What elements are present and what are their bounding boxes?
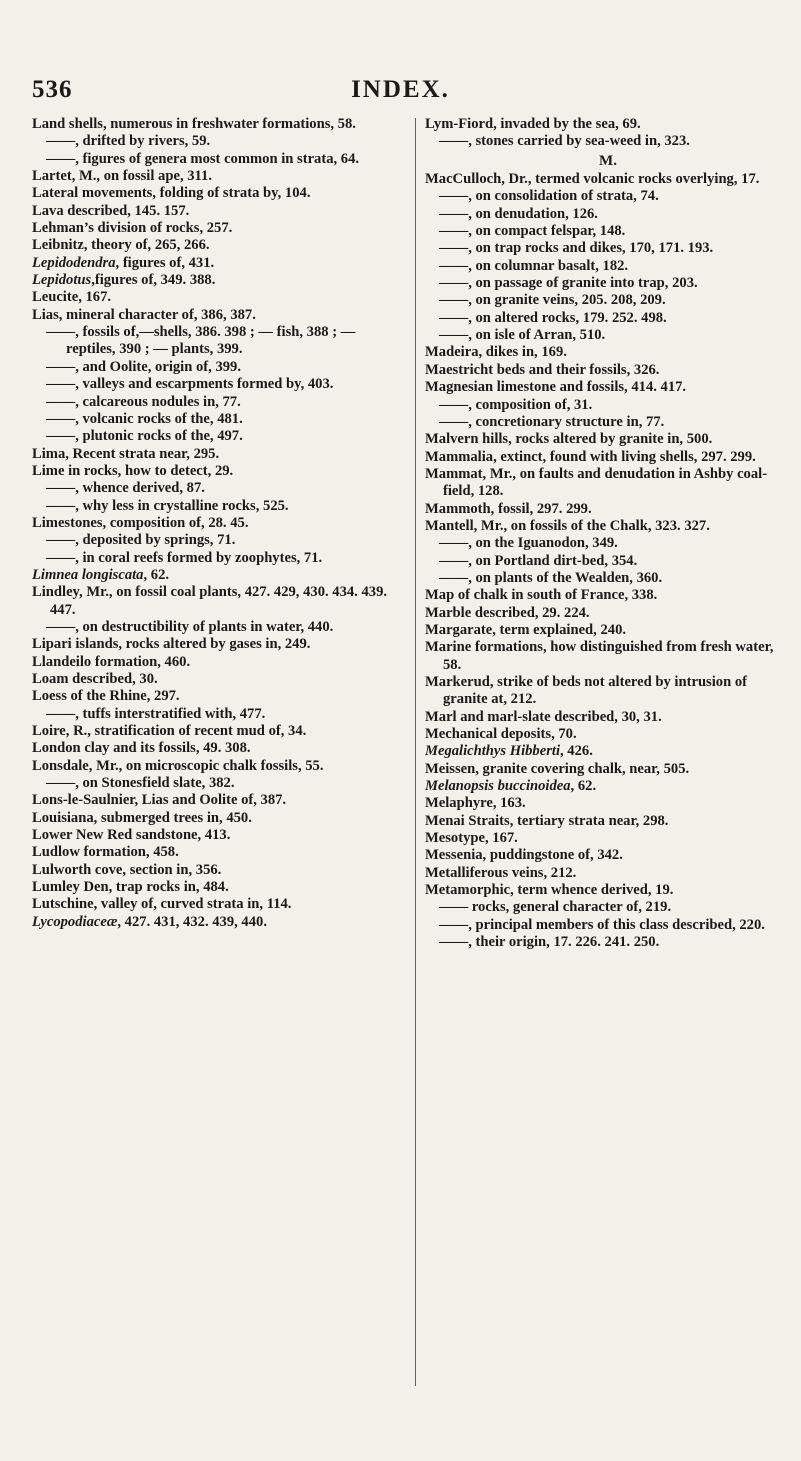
index-entry: Lateral movements, folding of strata by, 104. (32, 185, 311, 202)
index-entry: Leucite, 167. (32, 289, 112, 306)
index-entry: Ludlow formation, 458. (32, 844, 179, 861)
index-entry: Mechanical deposits, 70. (425, 726, 577, 743)
index-entry: ——, on plants of the Wealden, 360. (439, 569, 663, 586)
index-entry: Metalliferous veins, 212. (425, 864, 577, 881)
index-entry: ——, on Stonesfield slate, 382. (46, 775, 235, 792)
index-entry: ——, stones carried by sea-weed in, 323. (439, 133, 690, 150)
index-entry: ——, on altered rocks, 179. 252. 498. (439, 309, 667, 326)
index-entry: Metamorphic, term whence derived, 19. (425, 882, 674, 899)
index-entry: —— rocks, general character of, 219. (439, 899, 672, 916)
index-entry: Madeira, dikes in, 169. (425, 344, 567, 361)
index-column-left (32, 116, 408, 931)
index-entry: Malvern hills, rocks altered by granite in, 500. (425, 431, 713, 448)
index-entry: ——, on passage of granite into trap, 203. (439, 275, 698, 292)
index-column-right (425, 116, 791, 952)
index-entry: Lartet, M., on fossil ape, 311. (32, 168, 212, 185)
index-entry: ——, whence derived, 87. (46, 480, 205, 497)
index-entry: ——, figures of genera most common in strata, 64. (46, 150, 360, 167)
index-entry: Megalichthys Hibberti, 426. (425, 743, 593, 760)
index-entry: Lons-le-Saulnier, Lias and Oolite of, 387. (32, 792, 287, 809)
index-entry: ——, tuffs interstratified with, 477. (46, 705, 266, 722)
index-entry: Messenia, puddingstone of, 342. (425, 847, 623, 864)
index-entry: ——, on trap rocks and dikes, 170, 171. 193. (439, 240, 714, 257)
index-entry: ——, on Portland dirt-bed, 354. (439, 552, 638, 569)
index-entry: ——, in coral reefs formed by zoophytes, 71. (46, 549, 323, 566)
index-entry: ——, drifted by rivers, 59. (46, 133, 211, 150)
index-entry: Markerud, strike of beds not altered by intrusion of granite at, 212. (425, 674, 748, 708)
index-entry: ——, volcanic rocks of the, 481. (46, 410, 243, 427)
index-entry: Maestricht beds and their fossils, 326. (425, 361, 660, 378)
index-entry: ——, their origin, 17. 226. 241. 250. (439, 934, 660, 951)
index-entry: Loam described, 30. (32, 671, 158, 687)
index-entry: Land shells, numerous in freshwater formations, 58. (32, 116, 356, 132)
section-letter: M. (599, 152, 617, 169)
index-entry: London clay and its fossils, 49. 308. (32, 740, 251, 757)
index-entry: ——, calcareous nodules in, 77. (46, 393, 241, 410)
index-entry: ——, on compact felspar, 148. (439, 223, 626, 240)
index-entry: Melaphyre, 163. (425, 795, 526, 812)
index-entry: Lumley Den, trap rocks in, 484. (32, 879, 229, 896)
index-entry: Lava described, 145. 157. (32, 202, 190, 219)
index-entry: Melanopsis buccinoidea, 62. (425, 778, 597, 795)
index-entry: Lias, mineral character of, 386, 387. (32, 306, 256, 323)
index-entry: Marine formations, how distinguished from fresh water, 58. (425, 639, 774, 673)
index-entry: Loess of the Rhine, 297. (32, 688, 180, 705)
index-entry: Marble described, 29. 224. (425, 604, 590, 621)
index-entry: Lepidotus,figures of, 349. 388. (32, 272, 216, 289)
index-entry: ——, deposited by springs, 71. (46, 532, 236, 549)
index-entry: Lulworth cove, section in, 356. (32, 861, 222, 878)
index-entry: Menai Straits, tertiary strata near, 298. (425, 812, 669, 829)
index-entry: ——, principal members of this class described, 220. (439, 916, 765, 933)
index-entry: Louisiana, submerged trees in, 450. (32, 809, 252, 826)
index-entry: Lepidodendra, figures of, 431. (32, 254, 215, 271)
index-entry: Leibnitz, theory of, 265, 266. (32, 237, 210, 254)
index-entry: ——, and Oolite, origin of, 399. (46, 358, 241, 375)
index-entry: ——, on consolidation of strata, 74. (439, 188, 659, 205)
index-entry: ——, why less in crystalline rocks, 525. (46, 497, 289, 514)
index-entry: Marl and marl-slate described, 30, 31. (425, 708, 662, 725)
index-entry: Lym-Fiord, invaded by the sea, 69. (425, 116, 641, 132)
index-entry: Limnea longiscata, 62. (32, 566, 170, 583)
index-entry: ——, on columnar basalt, 182. (439, 257, 629, 274)
index-entry: Mesotype, 167. (425, 830, 518, 847)
index-entry: Lonsdale, Mr., on microscopic chalk fossils, 55. (32, 757, 324, 774)
index-entry: Limestones, composition of, 28. 45. (32, 514, 249, 531)
index-entry: Map of chalk in south of France, 338. (425, 587, 658, 604)
index-entry: Mammat, Mr., on faults and denudation in Ashby coal-field, 128. (425, 465, 768, 500)
index-entry: ——, valleys and escarpments formed by, 403. (46, 376, 334, 393)
index-entry: Mammalia, extinct, found with living shells, 297. 299. (425, 448, 756, 465)
index-entry: ——, fossils of,—shells, 386. 398 ; — fish, 388 ; — reptiles, 390 ; — plants, 399. (46, 324, 356, 358)
index-entry: Lima, Recent strata near, 295. (32, 445, 220, 462)
index-entry: Llandeilo formation, 460. (32, 653, 191, 670)
index-entry: Margarate, term explained, 240. (425, 621, 627, 638)
index-entry: ——, on denudation, 126. (439, 205, 598, 222)
index-entry: ——, on destructibility of plants in water, 440. (46, 618, 334, 635)
index-entry: MacCulloch, Dr., termed volcanic rocks overlying, 17. (425, 171, 760, 188)
index-entry: ——, on granite veins, 205. 208, 209. (439, 292, 666, 309)
index-entry: Meissen, granite covering chalk, near, 505. (425, 760, 690, 777)
index-entry: Lehman’s division of rocks, 257. (32, 220, 233, 237)
index-entry: Lycopodiaceæ, 427. 431, 432. 439, 440. (32, 913, 267, 930)
index-entry: Lipari islands, rocks altered by gases in, 249. (32, 636, 311, 653)
index-entry: Loire, R., stratification of recent mud of, 34. (32, 723, 307, 740)
index-entry: Mammoth, fossil, 297. 299. (425, 500, 592, 517)
index-entry: ——, composition of, 31. (439, 396, 593, 413)
index-entry: Lutschine, valley of, curved strata in, 114. (32, 896, 292, 913)
index-entry: Mantell, Mr., on fossils of the Chalk, 323. 327. (425, 517, 710, 534)
page-number: 536 (32, 76, 73, 103)
index-entry: Lower New Red sandstone, 413. (32, 827, 231, 844)
index-entry: ——, on the Iguanodon, 349. (439, 535, 618, 552)
column-divider (415, 118, 416, 1386)
index-entry: Magnesian limestone and fossils, 414. 417. (425, 379, 687, 396)
index-entry: ——, on isle of Arran, 510. (439, 327, 606, 344)
index-entry: ——, concretionary structure in, 77. (439, 413, 665, 430)
page-title: INDEX. (351, 76, 450, 103)
index-entry: Lindley, Mr., on fossil coal plants, 427. 429, 430. 434. 439. 447. (32, 584, 388, 618)
index-entry: Lime in rocks, how to detect, 29. (32, 462, 234, 479)
index-entry: ——, plutonic rocks of the, 497. (46, 428, 243, 445)
